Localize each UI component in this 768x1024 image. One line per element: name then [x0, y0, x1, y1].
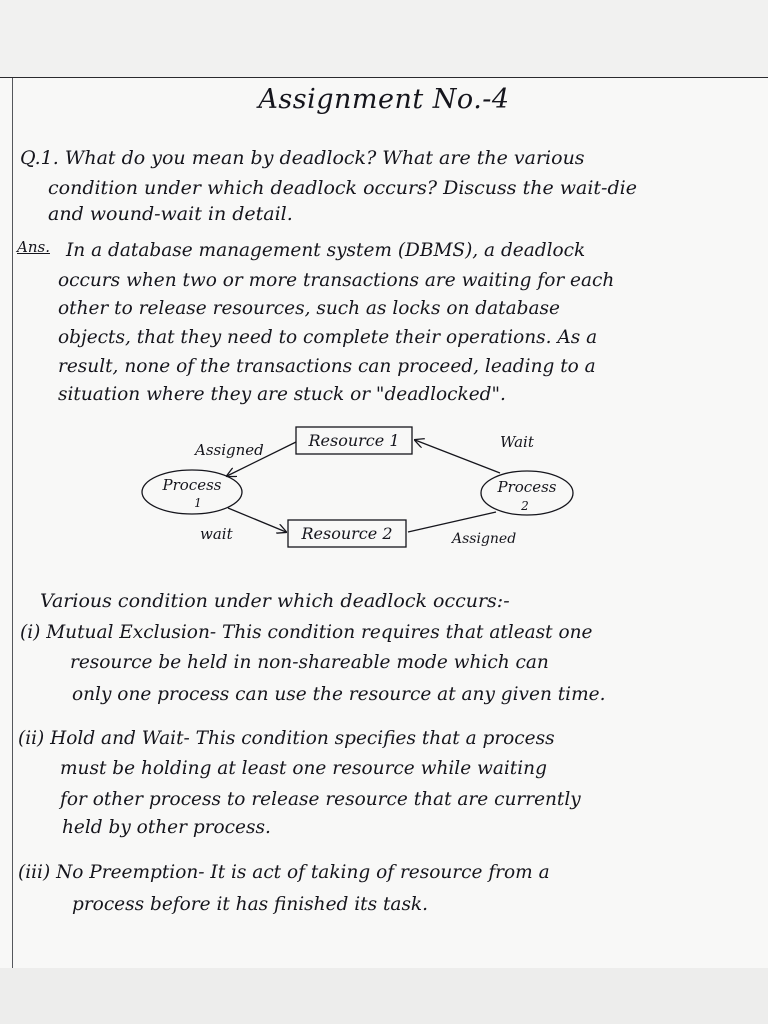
- condition-line: for other process to release resource that are currently: [60, 789, 581, 810]
- question-line: and wound-wait in detail.: [48, 203, 293, 225]
- condition-line: held by other process.: [62, 817, 271, 838]
- assigned-label-bottom: Assigned: [452, 531, 517, 547]
- wait-label-bottom: wait: [200, 525, 233, 543]
- process-1-label: Process: [162, 476, 222, 494]
- question-line: condition under which deadlock occurs? Discuss the wait-die: [48, 177, 637, 199]
- arrow-process2-to-resource1: [415, 440, 500, 473]
- condition-line: must be holding at least one resource while waiting: [60, 758, 547, 779]
- resource-1-label: Resource 1: [308, 431, 400, 450]
- answer-label: Ans.: [17, 238, 50, 256]
- answer-line: In a database management system (DBMS), a deadlock: [66, 240, 586, 261]
- process-2-label: Process: [497, 478, 557, 496]
- arrow-resource2-to-process2: [408, 512, 496, 532]
- resource-2-label: Resource 2: [301, 524, 393, 543]
- answer-line: objects, that they need to complete their operations. As a: [58, 327, 598, 348]
- answer-line: other to release resources, such as locks on database: [58, 298, 560, 319]
- assignment-title: Assignment No.-4: [258, 84, 510, 115]
- process-1-number: 1: [194, 496, 202, 510]
- conditions-heading: Various condition under which deadlock occurs:-: [40, 590, 510, 612]
- assigned-label-top: Assigned: [195, 441, 264, 459]
- process-2-number: 2: [521, 499, 529, 513]
- condition-line: (iii) No Preemption- It is act of taking of resource from a: [18, 862, 550, 883]
- question-line: Q.1. What do you mean by deadlock? What are the various: [20, 147, 585, 169]
- condition-line: (ii) Hold and Wait- This condition specifies that a process: [18, 728, 555, 749]
- wait-label-top: Wait: [500, 433, 534, 451]
- answer-line: situation where they are stuck or "deadlocked".: [58, 384, 506, 405]
- condition-line: process before it has finished its task.: [72, 894, 429, 915]
- condition-line: (i) Mutual Exclusion- This condition requires that atleast one: [20, 622, 593, 643]
- answer-line: occurs when two or more transactions are waiting for each: [58, 270, 615, 291]
- answer-line: result, none of the transactions can proceed, leading to a: [58, 356, 596, 377]
- condition-line: only one process can use the resource at any given time.: [72, 684, 606, 705]
- arrow-process1-to-resource2: [228, 508, 286, 532]
- condition-line: resource be held in non-shareable mode which can: [70, 652, 549, 673]
